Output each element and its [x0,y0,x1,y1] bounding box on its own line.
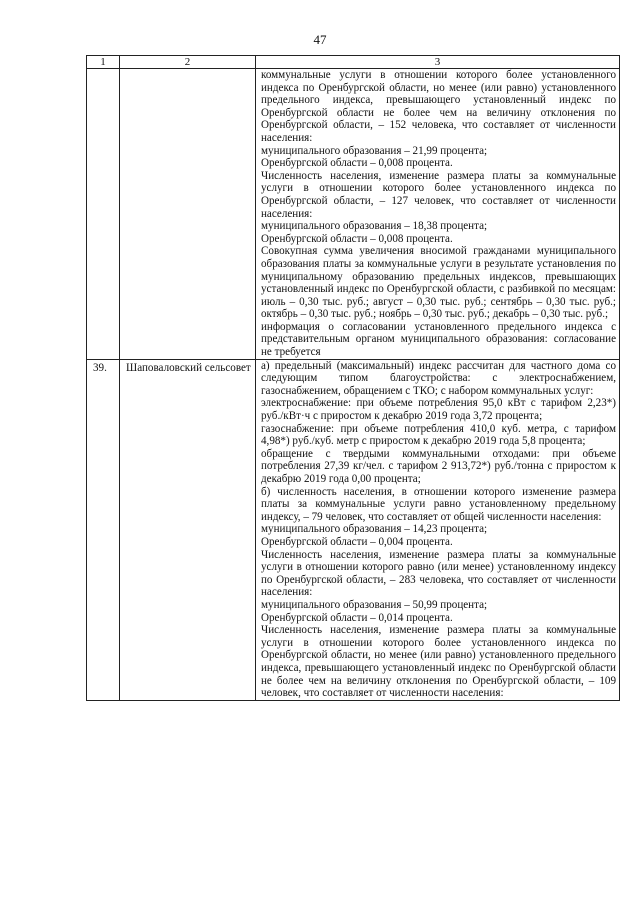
paragraph: коммунальные услуги в отношении которого более установленного индекса по Оренбургской области, но менее (или равно) установленного предельного индекса, превышающего установленный индекс по Оренбургской области не более чем на величину отклонения по Оренбургской области, – 152 человека, что составляет от численности населения: [261,69,616,144]
paragraph: Оренбургской области – 0,014 процента. [261,611,453,624]
municipality-name: Шаповаловский сельсовет [126,361,251,374]
paragraph: Оренбургской области – 0,008 процента. [261,232,453,245]
paragraph: Оренбургской области – 0,008 процента. [261,157,453,170]
row-content-cell [256,359,620,700]
paragraph: муниципального образования – 14,23 процента; [261,523,488,536]
row-name-cell [120,69,256,360]
paragraph: муниципального образования – 18,38 процента; [261,220,488,233]
row-number-cell [87,359,120,700]
table-header-row [87,56,620,69]
paragraph: Совокупная сумма увеличения вносимой гражданами муниципального образования платы за коммунальные услуги в результате установления по муниципальному образованию предельных индексов, превышающих установленный индекс по Оренбургской области, с разбивкой по месяцам: июль – 0,30 тыс. руб.; август – 0,30 тыс. руб.; сентябрь – 0,30 тыс. руб.; октябрь – 0,30 тыс. руб.; ноябрь – 0,30 тыс. руб.; декабрь – 0,30 тыс. руб.; [261,245,616,321]
row-name-cell [120,359,256,700]
paragraph: газоснабжение: при объеме потребления 410,0 куб. метра, с тарифом 4,98*) руб./куб. метр с приростом к декабрю 2019 года 5,8 процента; [261,422,616,448]
paragraph: Численность населения, изменение размера платы за коммунальные услуги в отношении которого более установленного индекса по Оренбургской области, но менее (или равно) установленного предельного индекса, превышающего установленный индекс по Оренбургской области не более чем на величину отклонения по Оренбургской области, – 109 человек, что составляет от численности населения: [261,624,616,700]
paragraph: б) численность населения, в отношении которого изменение размера платы за коммунальные услуги равно установленному предельному индексу, – 79 человек, что составляет от общей численности населения: [261,485,616,523]
paragraph: обращение с твердыми коммунальными отходами: при объеме потребления 27,39 кг/чел. с тарифом 2 913,72*) руб./тонна с приростом к декабрю 2019 года 0,00 процента; [261,447,616,485]
column-header-2: 2 [120,56,256,69]
row-number-cell [87,69,120,360]
column-header-1: 1 [87,56,120,69]
row-content-text [256,360,619,700]
paragraph: Оренбургской области – 0,004 процента. [261,535,453,548]
paragraph: а) предельный (максимальный) индекс рассчитан для частного дома со следующим типом благоустройства: с электроснабжением, газоснабжением, обращением с ТКО; с набором коммунальных услуг: [261,359,616,397]
paragraph: муниципального образования – 21,99 процента; [261,144,488,157]
row-content-cell [256,69,620,360]
table-row-continuation [87,69,620,360]
column-header-3: 3 [256,56,620,69]
paragraph: Численность населения, изменение размера платы за коммунальные услуги в отношении которого более установленного индекса по Оренбургской области, – 127 человек, что составляет от численности населения: [261,169,616,220]
row-number: 39. [93,361,107,374]
paragraph: электроснабжение: при объеме потребления 95,0 кВт с тарифом 2,23*) руб./кВт·ч с приростом к декабрю 2019 года 3,72 процента; [261,397,616,423]
table-row-39 [87,359,620,700]
paragraph: Численность населения, изменение размера платы за коммунальные услуги в отношении которого равно (или менее) установленному индексу по Оренбургской области, – 283 человека, что составляет от численности населения: [261,548,616,599]
document-table [86,55,620,701]
paragraph: муниципального образования – 50,99 процента; [261,598,488,611]
page-number: 47 [313,32,327,47]
continuation-text [256,69,619,359]
paragraph: информация о согласовании установленного предельного индекса с представительным органом муниципального образования: согласование не требуется [261,320,616,359]
